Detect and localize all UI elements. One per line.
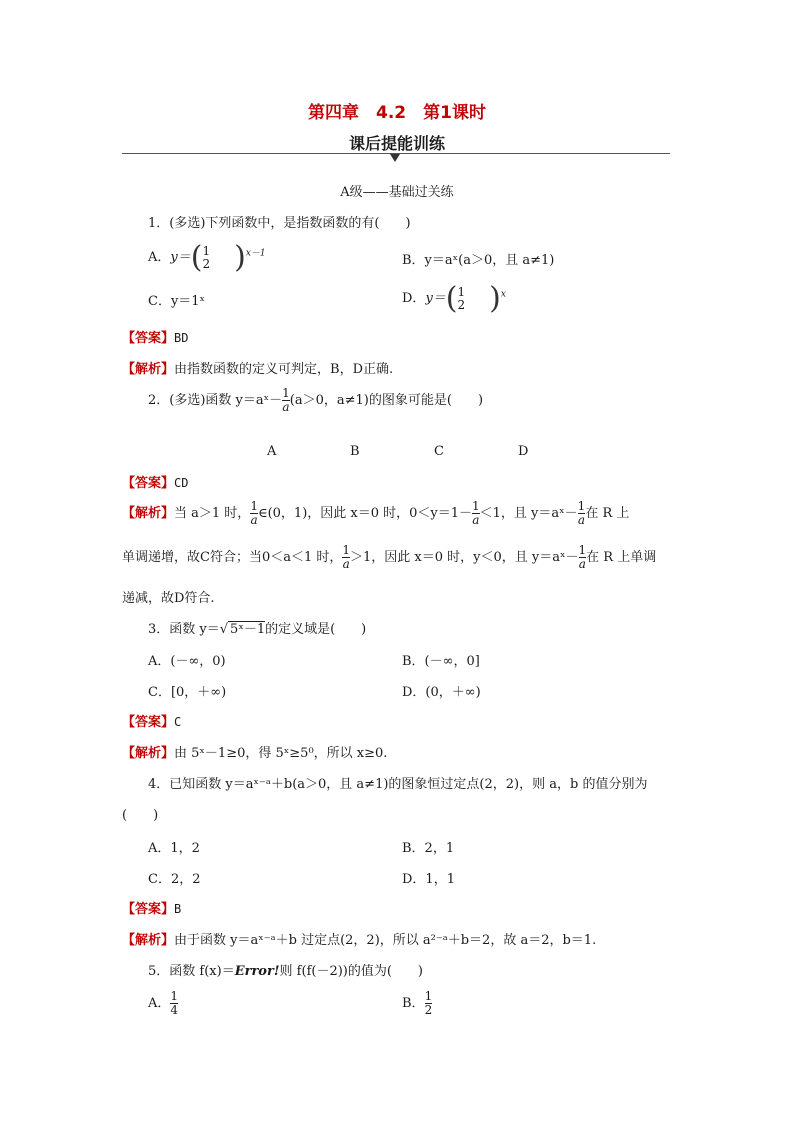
q2-stem: 2．(多选)函数 y＝aˣ－ $\frac{1}{a}$ (a＞0，a≠1)的图象可能是( ) (148, 386, 484, 414)
q2-answer: 【答案】CD (122, 476, 189, 491)
q1-analysis: 【解析】由指数函数的定义可判定，B，D正确. (122, 362, 394, 377)
q2-choice-d: D (518, 444, 529, 459)
q1-option-c: C．y＝1ˣ (148, 294, 206, 309)
q1-option-d-fraction: 1 2 (457, 284, 466, 312)
q3-option-a: A．(－∞，0) (148, 654, 226, 669)
q4-option-a: A．1，2 (148, 841, 200, 856)
q2-choice-a: A (267, 444, 277, 459)
q2-choice-b: B (350, 444, 360, 459)
q1-answer: 【答案】BD (122, 331, 189, 346)
q4-option-d: D．1，1 (402, 872, 455, 887)
header-triangle-marker (390, 154, 400, 162)
q1-stem: 1．(多选)下列函数中，是指数函数的有( ) (148, 216, 411, 231)
q3-option-c: C．[0，＋∞) (148, 685, 227, 700)
page-title: 第四章 4.2 第1课时 (308, 103, 486, 123)
q1-option-b: B．y＝aˣ(a＞0，且 a≠1) (402, 253, 555, 268)
page-subtitle: 课后提能训练 (348, 134, 445, 153)
q1-option-a-fraction: 1 2 (202, 243, 211, 271)
q1-option-a: A．y＝( 1 2 )$^{x-1}$ (148, 240, 266, 275)
q5-option-b: B． $\frac{1}{2}$ (402, 989, 433, 1017)
q3-stem: 3．函数 y＝√ 5ˣ－1的定义域是( ) (148, 622, 367, 637)
q4-analysis: 【解析】由于函数 y＝aˣ⁻ᵃ＋b 过定点(2，2)，所以 a²⁻ᵃ＋b＝2，故 a＝2，b＝1. (122, 933, 597, 948)
q3-option-d: D．(0，＋∞) (402, 685, 481, 700)
q4-stem-bracket: ( ) (122, 808, 159, 823)
q4-answer: 【答案】B (122, 902, 182, 917)
q2-analysis-line-2: 单调递增，故C符合；当0＜a＜1 时， $\frac{1}{a}$ ＞1，因此 x＝0 时，y＜0，且 y＝aˣ－ $\frac{1}{a}$ 在 R 上单调 (122, 543, 657, 571)
level-heading: A级——基础过关练 (340, 185, 454, 200)
q2-analysis-line-3: 递减，故D符合. (122, 591, 215, 606)
q4-option-c: C．2，2 (148, 872, 201, 887)
q4-option-b: B．2，1 (402, 841, 455, 856)
q1-option-d: D．y＝( 1 2 )$^x$ (402, 281, 506, 316)
q3-answer: 【答案】C (122, 715, 182, 730)
q5-stem: 5．函数 f(x)＝Error!则 f(f(－2))的值为( ) (148, 964, 424, 979)
q5-option-a: A． $\frac{1}{4}$ (148, 989, 179, 1017)
q3-analysis: 【解析】由 5ˣ－1≥0，得 5ˣ≥5⁰，所以 x≥0. (122, 746, 388, 761)
q3-option-b: B．(－∞，0] (402, 654, 480, 669)
q2-choice-c: C (434, 444, 444, 459)
q4-stem: 4．已知函数 y＝aˣ⁻ᵃ＋b(a＞0，且 a≠1)的图象恒过定点(2，2)，则 a，b 的值分别为 (148, 777, 648, 792)
q2-stem-fraction: $\frac{1}{a}$ (282, 386, 290, 414)
q2-analysis-line-1: 【解析】当 a＞1 时， $\frac{1}{a}$ ∈(0，1)，因此 x＝0 时，0＜y＝1－ $\frac{1}{a}$ ＜1，且 y＝aˣ－ $\frac{1}{a}$ 在 R 上 (122, 499, 630, 527)
